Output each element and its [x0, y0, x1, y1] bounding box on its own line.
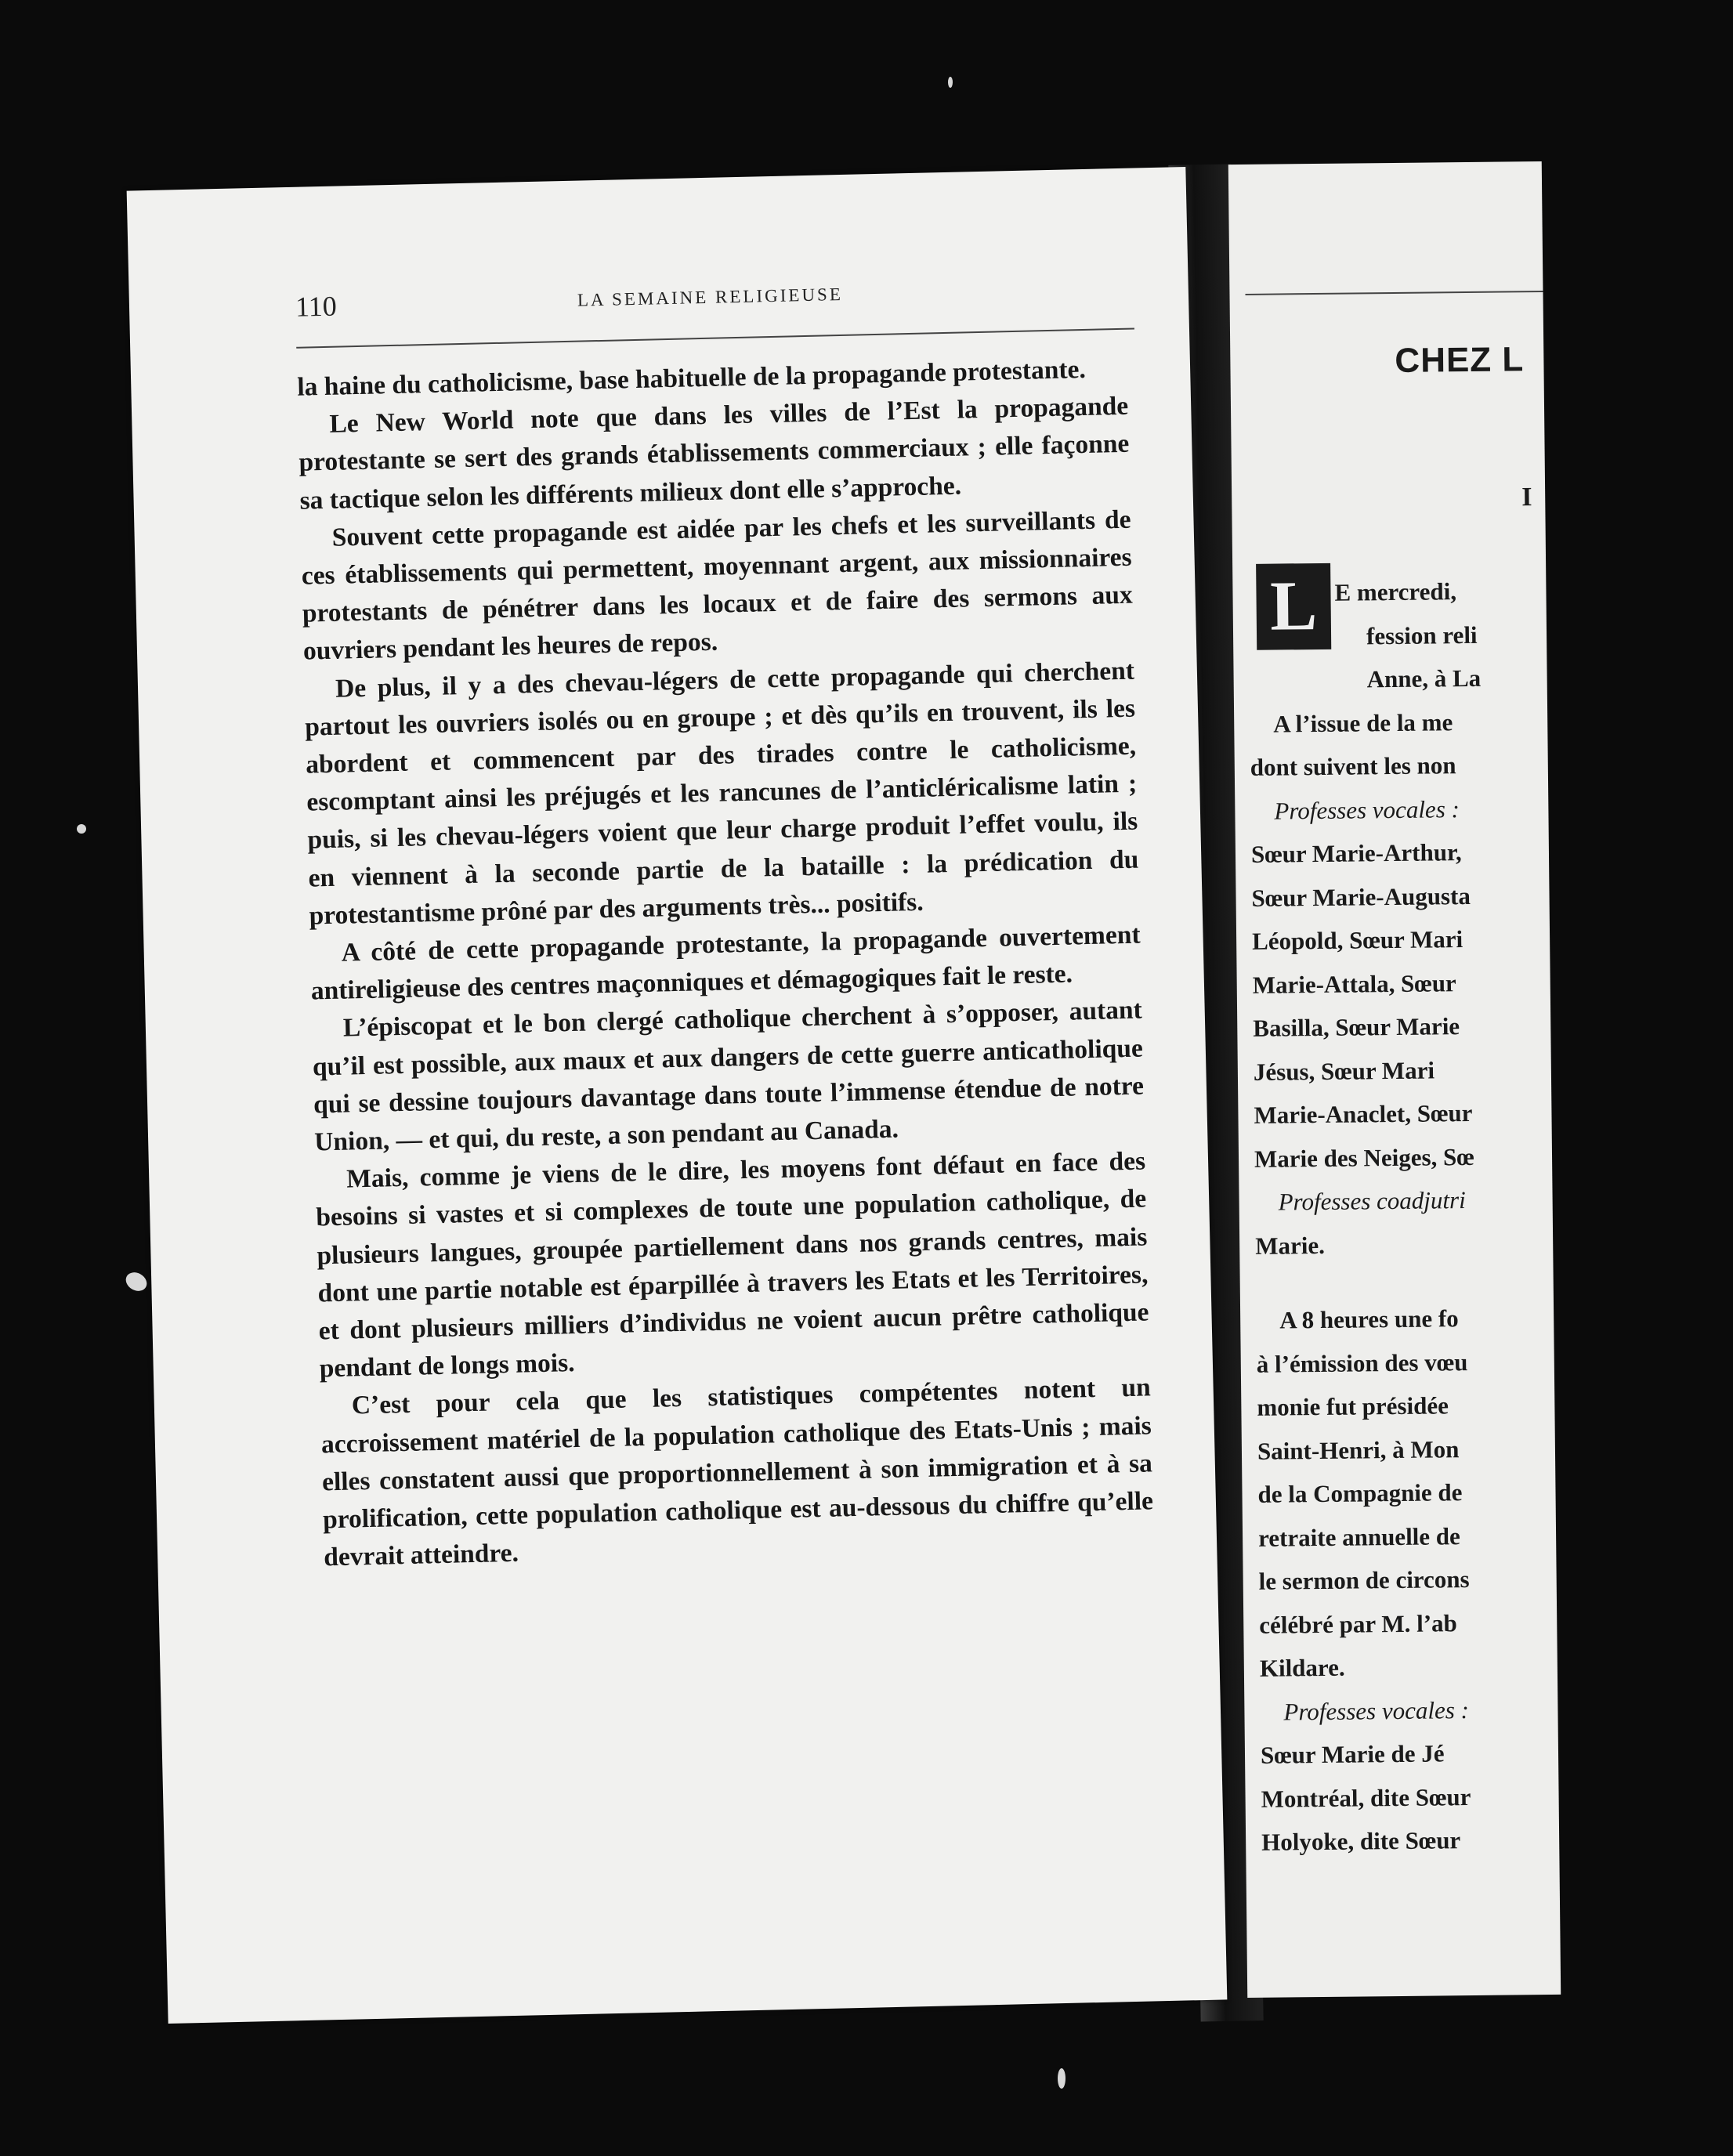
text-line: Kildare. [1259, 1653, 1345, 1682]
dust-speck [948, 77, 953, 88]
paragraph: Souvent cette propagande est aidée par les chefs et les surveillants de ces établissements qui permettent, moyennant argent, aux missionnaires protestants de pénétrer dans les locaux et de faire des sermons aux ouvriers pendant les heures de repos. [301, 505, 1134, 667]
paragraph: Mais, comme je viens de le dire, les moyens font défaut en face des besoins si vastes et si complexes de toute une population catholique, de plusieurs langues, groupée partiellement dans nos grands centres, mais dont une partie notable est éparpillée à travers les Etats et les Territoires, et dont plusieurs milliers d’individus ne voient aucun prêtre catholique pendant de longs mois. [316, 1146, 1149, 1384]
paragraph: C’est pour cela que les statistiques compétentes notent un accroissement matériel de la population catholique des Etats-Unis ; mais elles constatent aussi que proportionnellement à son immigration et à sa prolification, cette population catholique est au-dessous du chiffre qu’elle devrait atteindre. [320, 1373, 1154, 1572]
right-page [1228, 161, 1561, 1998]
text-line: de la Compagnie de [1257, 1478, 1463, 1508]
right-text-lines [1248, 570, 1493, 1865]
running-title: LA SEMAINE RELIGIEUSE [577, 284, 844, 310]
text-line: Marie-Attala, Sœur [1252, 968, 1456, 999]
page-number: 110 [295, 290, 338, 323]
paragraph: la haine du catholicisme, base habituelle de la propagande protestante. [296, 354, 1087, 402]
dust-speck [1058, 2068, 1065, 2089]
text-line: monie fut présidée [1257, 1391, 1449, 1421]
text-line: Professes vocales : [1274, 794, 1460, 825]
text-line: Marie des Neiges, Sœ [1254, 1142, 1474, 1173]
dropcap-ornament: L [1256, 563, 1331, 650]
text-line: Sœur Marie-Augusta [1251, 881, 1471, 912]
article-body [297, 350, 1155, 1577]
section-heading: CHEZ L [1395, 340, 1525, 380]
text-line: A l’issue de la me [1273, 707, 1453, 738]
text-line: A 8 heures une fo [1279, 1304, 1459, 1334]
text-line: Marie-Anaclet, Sœur [1254, 1098, 1473, 1129]
text-line: Holyoke, dite Sœur [1261, 1826, 1461, 1856]
text-line: dont suivent les non [1250, 751, 1456, 781]
header-rule [296, 328, 1134, 349]
text-line: Jésus, Sœur Mari [1253, 1055, 1435, 1086]
spacer [1256, 1265, 1488, 1299]
text-line: Professes vocales : [1283, 1695, 1470, 1726]
text-line: Montréal, dite Sœur [1261, 1782, 1471, 1813]
left-page [127, 167, 1228, 2024]
text-line: retraite annuelle de [1257, 1521, 1460, 1552]
text-line: le sermon de circons [1258, 1565, 1470, 1595]
header-rule [1245, 291, 1543, 295]
section-subheading: I [1521, 483, 1532, 512]
paragraph: A côté de cette propagande protestante, la propagande ouvertement antireligieuse des centres maçonniques et démagogiques fait le reste. [310, 920, 1141, 1006]
page-header [295, 273, 1095, 328]
text-line: Professes coadjutri [1278, 1186, 1466, 1216]
paragraph: L’épiscopat et le bon clergé catholique cherchent à s’opposer, autant qu’il est possible, aux maux et aux dangers de cette guerre anticatholique qui se dessine toujours davantage dans toute l’immense étendue de notre Union, — et qui, du reste, a son pendant au Canada. [312, 995, 1145, 1157]
right-page-content [1244, 160, 1714, 1856]
text-line: fession reli [1366, 620, 1478, 649]
text-line: à l’émission des vœu [1256, 1348, 1468, 1378]
text-line: E mercredi, [1334, 577, 1457, 606]
text-line: Sœur Marie de Jé [1260, 1739, 1445, 1769]
paragraph: De plus, il y a des chevau-légers de cette propagande qui cherchent partout les ouvriers isolés ou en groupe ; et dès qu’ils en trouvent, ils les abordent et commencent par des tirades contre le catholicisme, escomptant ainsi les préjugés et les rancunes de l’anticléricalisme latin ; puis, si les chevau-légers voient que leur charge produit l’effet voulu, ils en viennent à la seconde partie de la bataille : la prédication du protestantisme prôné par des arguments très... positifs. [304, 656, 1139, 931]
dust-speck [122, 1268, 150, 1294]
text-line: Basilla, Sœur Marie [1253, 1012, 1460, 1042]
text-line: Sœur Marie-Arthur, [1250, 838, 1462, 868]
text-line: célébré par M. l’ab [1259, 1608, 1457, 1639]
paragraph: Le New World note que dans les villes de l’Est la propagande protestante se sert des grands établissements commerciaux ; elle façonne sa tactique selon les différents milieux dont elle s’approche. [298, 391, 1130, 515]
text-line: Marie. [1255, 1231, 1326, 1260]
text-line: Anne, à La [1366, 664, 1482, 693]
dust-speck [77, 824, 86, 834]
text-line: Léopold, Sœur Mari [1251, 925, 1463, 955]
text-line: Saint-Henri, à Mon [1257, 1434, 1460, 1465]
